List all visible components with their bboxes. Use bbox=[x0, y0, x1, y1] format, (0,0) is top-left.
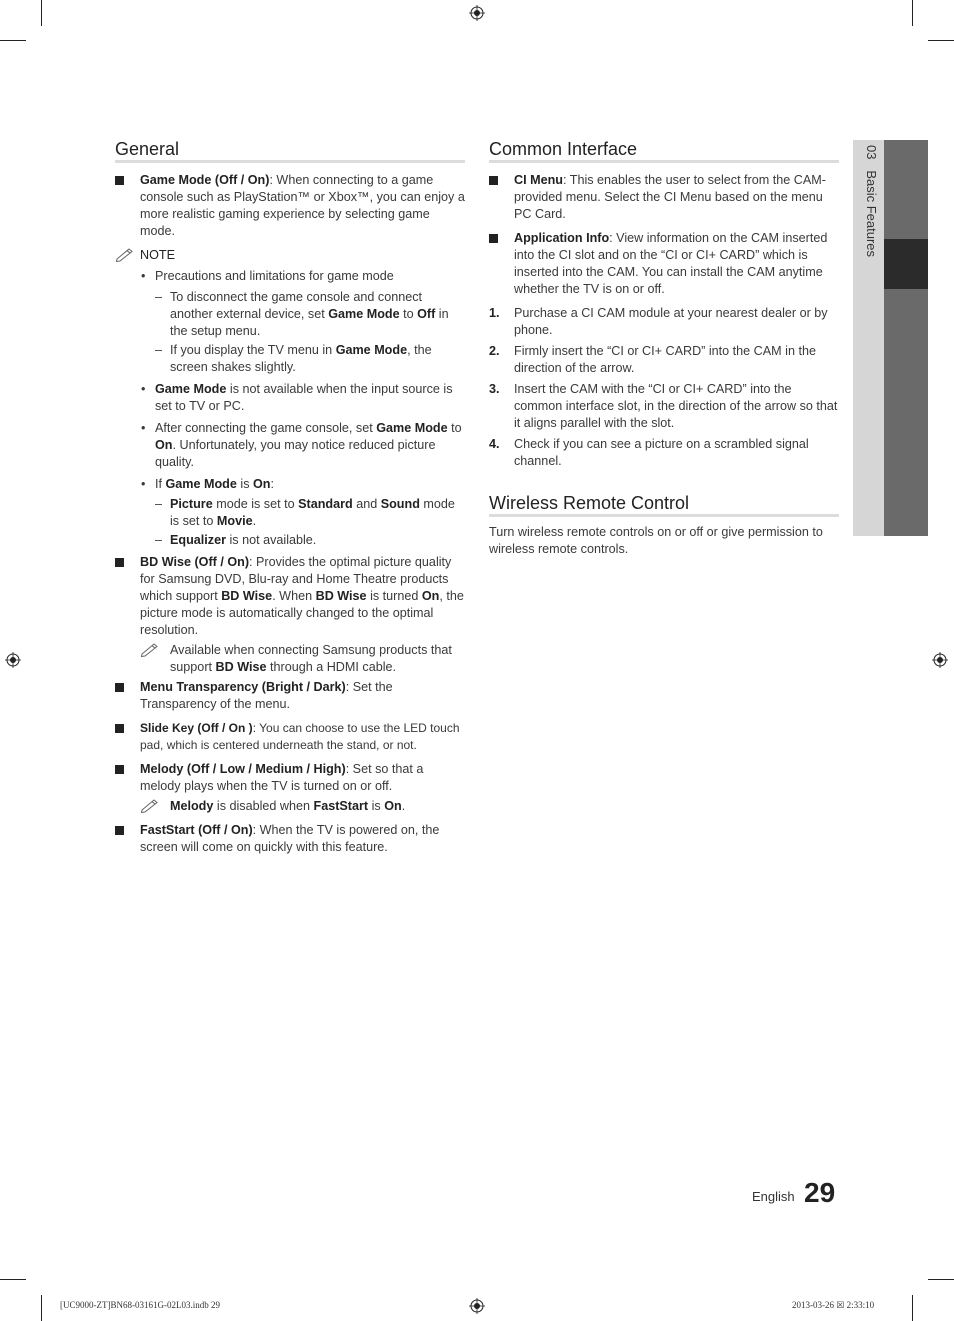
section-rule bbox=[489, 160, 839, 163]
note-bullet: • After connecting the game console, set Game Mode to On. Unfortunately, you may notice reduced picture quality. bbox=[141, 421, 462, 469]
square-bullet-icon bbox=[115, 558, 124, 567]
crop-mark bbox=[0, 1279, 26, 1280]
section-title-common-interface: Common Interface bbox=[489, 139, 638, 159]
crop-mark bbox=[928, 1279, 954, 1280]
note-item: Melody is disabled when FastStart is On. bbox=[140, 798, 467, 815]
note-dash-item: – If you display the TV menu in Game Mode, the screen shakes slightly. bbox=[155, 343, 432, 374]
note-bullet: • If Game Mode is On: bbox=[141, 477, 274, 491]
square-bullet-icon bbox=[115, 826, 124, 835]
step-item: 4. Check if you can see a picture on a scrambled signal channel. bbox=[489, 437, 809, 468]
step-item: 2. Firmly insert the “CI or CI+ CARD” into the CAM in the direction of the arrow. bbox=[489, 344, 816, 375]
pencil-note-icon bbox=[115, 247, 135, 262]
section-rule bbox=[489, 514, 839, 517]
square-bullet-icon bbox=[115, 176, 124, 185]
side-tab-marker bbox=[884, 239, 928, 289]
side-tab-bar bbox=[884, 140, 928, 536]
wireless-text: Turn wireless remote controls on or off or give permission to wireless remote controls. bbox=[489, 525, 823, 556]
list-item-menu-transparency: Menu Transparency (Bright / Dark): Set the Transparency of the menu. bbox=[115, 679, 467, 713]
general-column bbox=[115, 172, 467, 863]
chapter-label: 03 Basic Features bbox=[864, 145, 879, 258]
list-item-melody: Melody (Off / Low / Medium / High): Set so that a melody plays when the TV is turned on or off. Melody is disabled when FastStart is On. bbox=[115, 761, 467, 815]
square-bullet-icon bbox=[115, 724, 124, 733]
section-rule bbox=[115, 160, 465, 163]
square-bullet-icon bbox=[115, 765, 124, 774]
note-dash-item: – Picture mode is set to Standard and Sound mode is set to Movie. bbox=[155, 497, 455, 528]
registration-mark-icon bbox=[932, 652, 948, 668]
note-dash-item: – Equalizer is not available. bbox=[155, 533, 317, 547]
crop-mark bbox=[0, 40, 26, 41]
registration-mark-icon bbox=[469, 5, 485, 21]
note-dash-item: – To disconnect the game console and connect another external device, set Game Mode to Off in the setup menu. bbox=[155, 290, 449, 338]
note-item: Available when connecting Samsung products that support BD Wise through a HDMI cable. bbox=[140, 642, 467, 676]
step-item: 3. Insert the CAM with the “CI or CI+ CARD” into the common interface slot, in the direction of the arrow so that it aligns parallel with the slot. bbox=[489, 382, 838, 430]
list-item-game-mode: Game Mode (Off / On): When connecting to a game console such as PlayStation™ or Xbox™, you can enjoy a more realistic gaming experience by selecting game mode. bbox=[115, 172, 467, 240]
common-interface-column bbox=[489, 172, 839, 477]
note-bullet: • Game Mode is not available when the input source is set to TV or PC. bbox=[141, 382, 453, 413]
slug-right: 2013-03-26 ☒ 2:33:10 bbox=[792, 1300, 875, 1310]
list-item-ci-menu: CI Menu: This enables the user to select from the CAM-provided menu. Select the CI Menu based on the menu PC Card. bbox=[489, 172, 839, 223]
page-number: 29 bbox=[804, 1177, 836, 1208]
list-item-faststart: FastStart (Off / On): When the TV is powered on, the screen will come on quickly with this feature. bbox=[115, 822, 467, 856]
registration-mark-icon bbox=[5, 652, 21, 668]
registration-mark-icon bbox=[469, 1298, 485, 1314]
note-heading: NOTE bbox=[115, 247, 467, 264]
step-item: 1. Purchase a CI CAM module at your nearest dealer or by phone. bbox=[489, 306, 828, 337]
crop-mark bbox=[41, 0, 42, 26]
crop-mark bbox=[912, 0, 913, 26]
list-item-application-info: Application Info: View information on the CAM inserted into the CI slot and on the “CI or CI+ CARD” which is inserted into the CAM. You can install the CAM anytime whether the TV is on or off. bbox=[489, 230, 839, 298]
section-title-general: General bbox=[115, 139, 180, 159]
section-title-wireless-remote-control: Wireless Remote Control bbox=[489, 493, 690, 513]
square-bullet-icon bbox=[489, 234, 498, 243]
list-item-bd-wise: BD Wise (Off / On): Provides the optimal picture quality for Samsung DVD, Blu-ray and Home Theatre products which support BD Wise. When BD Wise is turned On, the picture mode is automatically changed to the optimal resolution. Available when connecting Samsung products that support BD Wise through a HDMI cable. bbox=[115, 554, 467, 676]
list-item-slide-key: Slide Key (Off / On ): You can choose to use the LED touch pad, which is centered underneath the stand, or not. bbox=[115, 720, 467, 754]
crop-mark bbox=[41, 1295, 42, 1321]
crop-mark bbox=[912, 1295, 913, 1321]
pencil-note-icon bbox=[140, 798, 160, 813]
footer-language: English bbox=[752, 1189, 795, 1204]
crop-mark bbox=[928, 40, 954, 41]
square-bullet-icon bbox=[489, 176, 498, 185]
note-bullet: • Precautions and limitations for game mode bbox=[141, 269, 394, 283]
slug-left: [UC9000-ZT]BN68-03161G-02L03.indb 29 bbox=[60, 1300, 220, 1310]
pencil-note-icon bbox=[140, 642, 160, 657]
square-bullet-icon bbox=[115, 683, 124, 692]
